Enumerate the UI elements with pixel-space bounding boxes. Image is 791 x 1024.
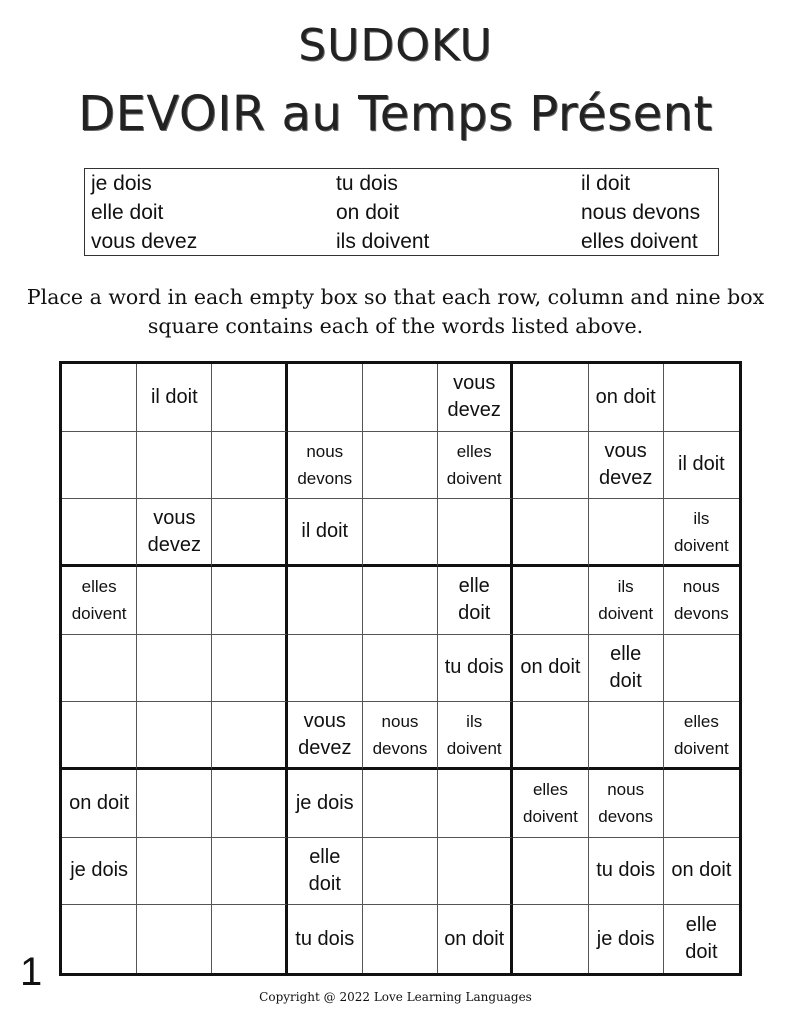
page-subtitle: DEVOIR au Temps Présent: [78, 86, 713, 142]
sudoku-cell[interactable]: [438, 770, 513, 838]
sudoku-cell[interactable]: [212, 432, 287, 500]
cell-word: on doit: [444, 927, 505, 950]
sudoku-cell[interactable]: [438, 838, 513, 906]
cell-word: nous devons: [372, 711, 428, 758]
sudoku-cell[interactable]: [137, 567, 212, 635]
sudoku-cell[interactable]: [137, 432, 212, 500]
sudoku-cell[interactable]: [363, 838, 438, 906]
sudoku-cell[interactable]: [363, 567, 438, 635]
page-title: SUDOKU: [298, 20, 493, 71]
cell-word: il doit: [150, 385, 198, 408]
cell-word: on doit: [671, 859, 732, 882]
cell-word: vous devez: [447, 372, 501, 422]
cell-word: tu dois: [444, 656, 504, 679]
cell-word: nous devons: [598, 780, 654, 827]
sudoku-cell[interactable]: [664, 364, 739, 432]
cell-word: elle doit: [458, 575, 491, 625]
sudoku-cell[interactable]: [288, 567, 363, 635]
cell-word: on doit: [520, 656, 581, 679]
sudoku-cell: [589, 364, 664, 432]
sudoku-grid: [59, 361, 742, 976]
sudoku-cell[interactable]: [589, 702, 664, 770]
sudoku-cell[interactable]: [62, 635, 137, 703]
cell-word: elles doivent: [446, 441, 502, 488]
word-list-item: vous devez: [91, 230, 198, 253]
sudoku-cell: [589, 838, 664, 906]
sudoku-cell: [62, 770, 137, 838]
sudoku-cell: [438, 567, 513, 635]
sudoku-cell: [438, 905, 513, 973]
sudoku-cell: [438, 432, 513, 500]
sudoku-cell: [288, 838, 363, 906]
sudoku-cell[interactable]: [212, 770, 287, 838]
sudoku-cell: [288, 905, 363, 973]
sudoku-cell: [288, 432, 363, 500]
sudoku-cell[interactable]: [513, 432, 588, 500]
sudoku-cell[interactable]: [137, 702, 212, 770]
sudoku-cell[interactable]: [137, 838, 212, 906]
sudoku-cell: [664, 905, 739, 973]
cell-word: tu dois: [596, 859, 656, 882]
sudoku-cell: [288, 770, 363, 838]
sudoku-cell: [438, 702, 513, 770]
sudoku-cell[interactable]: [513, 364, 588, 432]
sudoku-cell: [513, 635, 588, 703]
sudoku-cell[interactable]: [513, 905, 588, 973]
sudoku-cell[interactable]: [288, 364, 363, 432]
sudoku-cell[interactable]: [363, 770, 438, 838]
sudoku-cell: [589, 635, 664, 703]
cell-word: je dois: [295, 791, 354, 814]
sudoku-cell[interactable]: [62, 499, 137, 567]
instructions-text: Place a word in each empty box so that each row, column and nine box square contains each of the words listed above.: [26, 285, 765, 338]
cell-word: elles doivent: [673, 711, 729, 758]
sudoku-cell[interactable]: [62, 702, 137, 770]
sudoku-cell: [137, 364, 212, 432]
word-list-item: elle doit: [91, 201, 164, 224]
sudoku-cell: [363, 702, 438, 770]
cell-word: tu dois: [295, 927, 355, 950]
sudoku-cell[interactable]: [212, 567, 287, 635]
sudoku-cell[interactable]: [62, 364, 137, 432]
sudoku-cell: [137, 499, 212, 567]
sudoku-cell: [589, 905, 664, 973]
sudoku-cell: [589, 567, 664, 635]
cell-word: elle doit: [609, 642, 642, 692]
sudoku-cell: [288, 702, 363, 770]
sudoku-cell[interactable]: [513, 499, 588, 567]
cell-word: vous devez: [147, 506, 202, 556]
sudoku-cell[interactable]: [212, 635, 287, 703]
sudoku-cell[interactable]: [513, 702, 588, 770]
sudoku-cell[interactable]: [212, 905, 287, 973]
cell-word: vous devez: [598, 439, 653, 489]
cell-word: ils doivent: [446, 711, 502, 758]
sudoku-cell[interactable]: [363, 364, 438, 432]
sudoku-cell[interactable]: [664, 635, 739, 703]
sudoku-cell: [589, 432, 664, 500]
sudoku-cell: [664, 432, 739, 500]
sudoku-cell[interactable]: [62, 905, 137, 973]
sudoku-cell: [438, 635, 513, 703]
cell-word: on doit: [69, 791, 130, 814]
sudoku-cell[interactable]: [137, 905, 212, 973]
word-list-box: [84, 168, 719, 256]
word-list-item: tu dois: [336, 172, 398, 195]
cell-word: nous devons: [297, 441, 353, 488]
cell-word: il doit: [678, 453, 725, 476]
sudoku-cell[interactable]: [513, 567, 588, 635]
sudoku-cell[interactable]: [363, 499, 438, 567]
word-list-item: elles doivent: [581, 230, 698, 253]
sudoku-cell: [664, 499, 739, 567]
cell-word: on doit: [595, 385, 656, 408]
sudoku-cell[interactable]: [363, 635, 438, 703]
sudoku-cell: [513, 770, 588, 838]
copyright-notice: Copyright @ 2022 Love Learning Languages: [259, 990, 532, 1004]
cell-word: nous devons: [673, 577, 729, 624]
cell-word: elles doivent: [523, 780, 578, 827]
sudoku-cell[interactable]: [589, 499, 664, 567]
page-number: 1: [20, 950, 43, 994]
sudoku-cell[interactable]: [513, 838, 588, 906]
sudoku-cell[interactable]: [137, 770, 212, 838]
sudoku-cell: [589, 770, 664, 838]
sudoku-cell[interactable]: [288, 635, 363, 703]
sudoku-cell[interactable]: [212, 364, 287, 432]
cell-word: elles doivent: [71, 577, 127, 624]
sudoku-cell[interactable]: [664, 770, 739, 838]
sudoku-cell: [62, 567, 137, 635]
cell-word: je dois: [70, 859, 129, 882]
cell-word: il doit: [301, 520, 349, 543]
sudoku-cell: [438, 364, 513, 432]
sudoku-cell[interactable]: [438, 499, 513, 567]
sudoku-cell[interactable]: [212, 702, 287, 770]
cell-word: je dois: [596, 927, 655, 950]
sudoku-cell: [664, 702, 739, 770]
sudoku-cell: [62, 838, 137, 906]
sudoku-cell[interactable]: [363, 432, 438, 500]
sudoku-cell[interactable]: [62, 432, 137, 500]
sudoku-cell: [288, 499, 363, 567]
word-list-item: on doit: [336, 201, 400, 224]
sudoku-cell: [664, 567, 739, 635]
cell-word: elle doit: [685, 914, 718, 964]
word-list-item: il doit: [581, 172, 631, 195]
cell-word: ils doivent: [673, 508, 729, 555]
sudoku-cell[interactable]: [212, 499, 287, 567]
word-list-item: je dois: [91, 172, 152, 195]
sudoku-cell[interactable]: [363, 905, 438, 973]
sudoku-cell[interactable]: [212, 838, 287, 906]
sudoku-cell: [664, 838, 739, 906]
sudoku-cell[interactable]: [137, 635, 212, 703]
cell-word: vous devez: [298, 709, 352, 759]
cell-word: ils doivent: [598, 577, 654, 624]
cell-word: elle doit: [308, 845, 341, 895]
word-list-item: nous devons: [581, 201, 701, 224]
word-list-item: ils doivent: [336, 230, 430, 253]
